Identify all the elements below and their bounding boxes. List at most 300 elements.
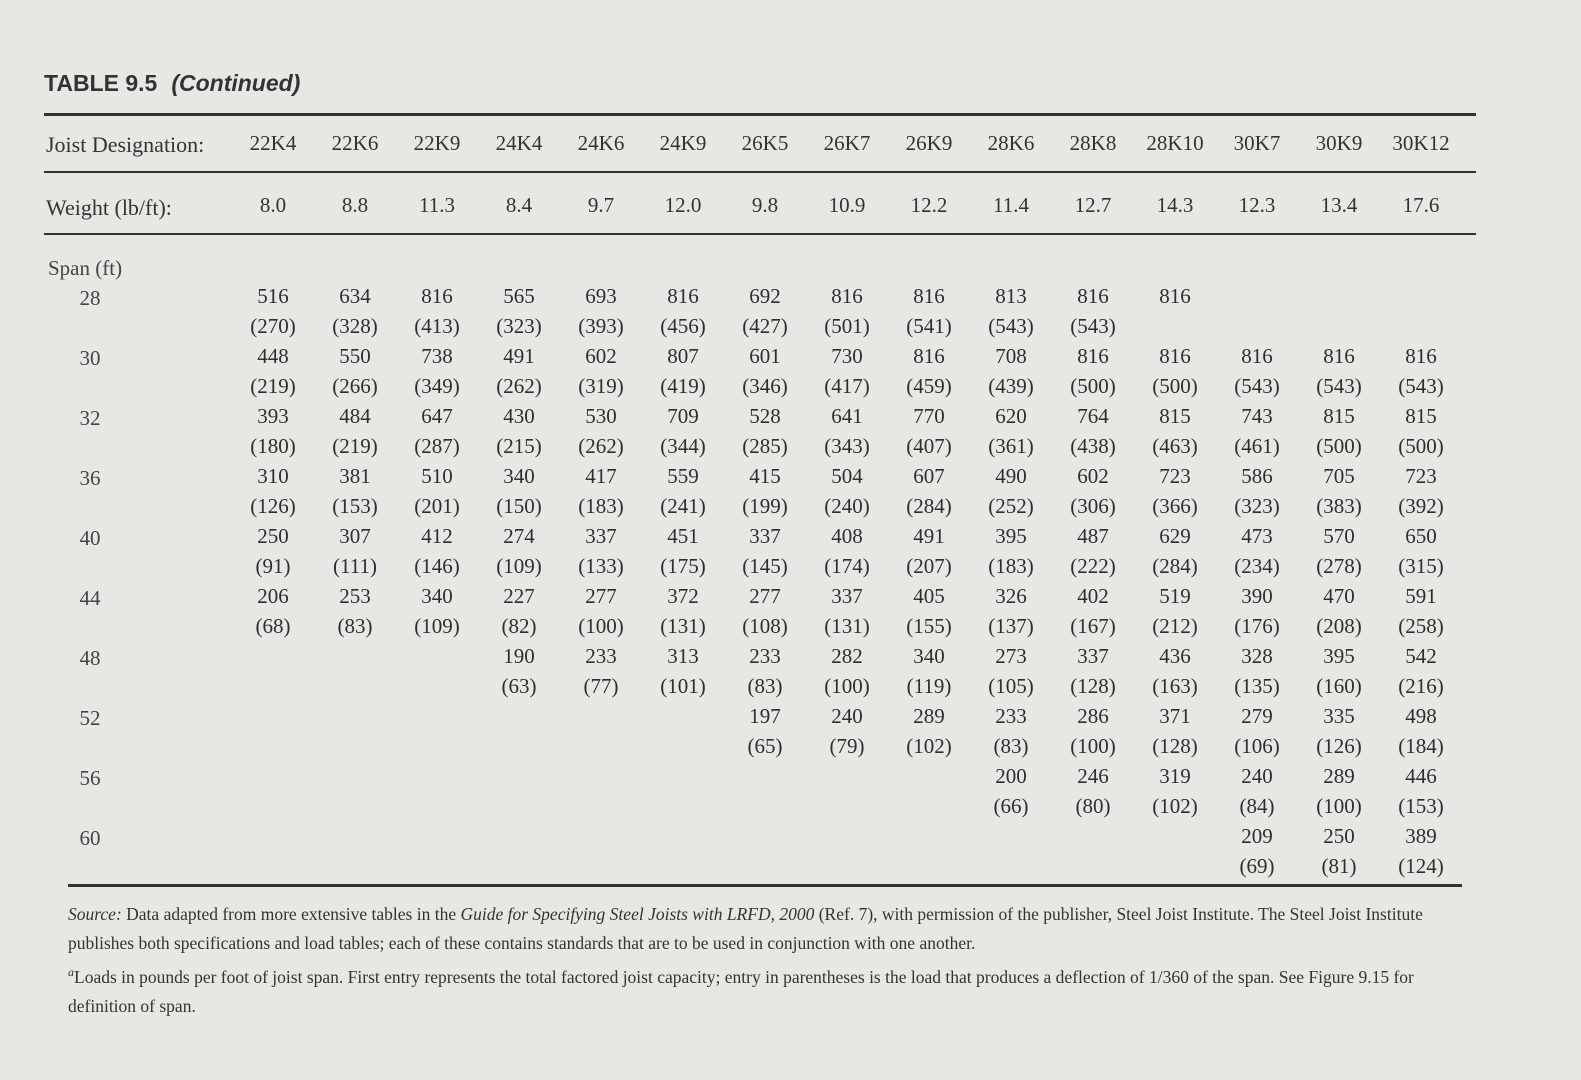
span-value: 44 <box>79 586 101 610</box>
deflection-cell <box>806 854 888 878</box>
source-text-1: Data adapted from more extensive tables in the <box>121 904 461 924</box>
designation-cell: 28K6 <box>987 131 1035 155</box>
capacity-cell: 816 <box>667 284 699 308</box>
capacity-cell <box>888 824 970 848</box>
capacity-cell <box>396 764 478 788</box>
capacity-cell: 307 <box>339 524 371 548</box>
deflection-cell: (208) <box>1316 614 1362 638</box>
designation-cell: 30K9 <box>1315 131 1363 155</box>
capacity-cell <box>560 824 642 848</box>
deflection-cell: (284) <box>906 494 952 518</box>
deflection-cell: (262) <box>496 374 542 398</box>
capacity-cell: 200 <box>995 764 1027 788</box>
deflection-row <box>232 494 1462 518</box>
designation-cell: 24K6 <box>577 131 625 155</box>
capacity-cell: 393 <box>257 404 289 428</box>
deflection-cell: (82) <box>501 614 537 638</box>
capacity-cell: 395 <box>995 524 1027 548</box>
capacity-row <box>232 764 1462 788</box>
deflection-cell: (413) <box>414 314 460 338</box>
capacity-cell: 730 <box>831 344 863 368</box>
capacity-cell: 559 <box>667 464 699 488</box>
deflection-cell <box>806 794 888 818</box>
deflection-cell: (199) <box>742 494 788 518</box>
deflection-cell: (108) <box>742 614 788 638</box>
deflection-row <box>232 734 1462 758</box>
source-note <box>68 900 1468 958</box>
capacity-cell <box>314 644 396 668</box>
weight-rule <box>44 233 1476 235</box>
weight-cell: 8.0 <box>259 193 287 217</box>
capacity-cell: 816 <box>1241 344 1273 368</box>
deflection-cell: (212) <box>1152 614 1198 638</box>
deflection-cell: (315) <box>1398 554 1444 578</box>
deflection-cell: (284) <box>1152 554 1198 578</box>
capacity-cell: 491 <box>503 344 535 368</box>
deflection-cell: (543) <box>988 314 1034 338</box>
capacity-cell <box>396 644 478 668</box>
capacity-cell <box>314 764 396 788</box>
span-value: 32 <box>79 406 101 430</box>
deflection-cell: (219) <box>250 374 296 398</box>
deflection-cell: (344) <box>660 434 706 458</box>
designation-label: Joist Designation: <box>46 132 205 157</box>
deflection-cell: (258) <box>1398 614 1444 638</box>
capacity-cell: 277 <box>749 584 781 608</box>
capacity-cell: 647 <box>421 404 453 428</box>
weight-cell: 11.3 <box>419 193 455 217</box>
capacity-cell: 430 <box>503 404 535 428</box>
capacity-cell <box>724 824 806 848</box>
deflection-cell: (65) <box>747 734 783 758</box>
capacity-cell: 816 <box>1159 344 1191 368</box>
deflection-cell <box>560 794 642 818</box>
designation-cell: 26K5 <box>741 131 789 155</box>
deflection-cell: (346) <box>742 374 788 398</box>
deflection-cell: (241) <box>660 494 706 518</box>
deflection-cell: (419) <box>660 374 706 398</box>
load-note <box>68 958 1468 1021</box>
capacity-row <box>232 344 1462 368</box>
deflection-cell <box>888 794 970 818</box>
capacity-cell: 708 <box>995 344 1027 368</box>
capacity-cell: 250 <box>1323 824 1355 848</box>
capacity-cell: 470 <box>1323 584 1355 608</box>
capacity-cell: 490 <box>995 464 1027 488</box>
weight-cell: 13.4 <box>1320 193 1358 217</box>
capacity-cell: 816 <box>913 344 945 368</box>
capacity-cell: 815 <box>1405 404 1437 428</box>
span-value: 52 <box>79 706 101 730</box>
deflection-cell <box>1134 314 1216 338</box>
deflection-cell: (417) <box>824 374 870 398</box>
capacity-row <box>232 284 1462 308</box>
deflection-cell: (106) <box>1234 734 1280 758</box>
capacity-cell: 233 <box>995 704 1027 728</box>
weight-cell: 9.7 <box>587 193 615 217</box>
deflection-cell: (543) <box>1316 374 1362 398</box>
top-rule <box>44 113 1476 116</box>
capacity-cell: 620 <box>995 404 1027 428</box>
deflection-cell: (240) <box>824 494 870 518</box>
designation-cell: 24K4 <box>495 131 543 155</box>
capacity-cell: 451 <box>667 524 699 548</box>
capacity-row <box>232 404 1462 428</box>
deflection-cell: (222) <box>1070 554 1116 578</box>
deflection-cell: (119) <box>906 674 952 698</box>
deflection-cell: (146) <box>414 554 460 578</box>
deflection-cell <box>314 674 396 698</box>
capacity-cell: 408 <box>831 524 863 548</box>
capacity-cell <box>232 764 314 788</box>
capacity-cell: 286 <box>1077 704 1109 728</box>
designation-cell: 30K12 <box>1392 131 1450 155</box>
capacity-cell: 274 <box>503 524 535 548</box>
deflection-cell: (439) <box>988 374 1034 398</box>
designation-cell: 30K7 <box>1233 131 1281 155</box>
deflection-cell: (361) <box>988 434 1034 458</box>
capacity-cell: 190 <box>503 644 535 668</box>
deflection-cell <box>1298 314 1380 338</box>
deflection-cell: (126) <box>1316 734 1362 758</box>
capacity-cell: 602 <box>585 344 617 368</box>
capacity-cell: 206 <box>257 584 289 608</box>
weight-cell: 12.2 <box>910 193 948 217</box>
capacity-cell: 340 <box>503 464 535 488</box>
capacity-cell: 487 <box>1077 524 1109 548</box>
deflection-cell: (287) <box>414 434 460 458</box>
deflection-cell: (216) <box>1398 674 1444 698</box>
deflection-cell: (234) <box>1234 554 1280 578</box>
deflection-cell: (176) <box>1234 614 1280 638</box>
deflection-cell <box>642 854 724 878</box>
weight-cell: 17.6 <box>1402 193 1440 217</box>
capacity-cell: 816 <box>831 284 863 308</box>
deflection-cell: (155) <box>906 614 952 638</box>
deflection-cell: (215) <box>496 434 542 458</box>
capacity-cell: 381 <box>339 464 371 488</box>
deflection-cell: (100) <box>578 614 624 638</box>
deflection-cell <box>396 734 478 758</box>
weight-cell: 8.8 <box>341 193 369 217</box>
deflection-cell: (278) <box>1316 554 1362 578</box>
deflection-cell: (160) <box>1316 674 1362 698</box>
weight-cell: 12.0 <box>664 193 702 217</box>
deflection-cell: (183) <box>578 494 624 518</box>
designation-cell: 26K9 <box>905 131 953 155</box>
capacity-cell: 372 <box>667 584 699 608</box>
deflection-cell <box>724 854 806 878</box>
deflection-row <box>232 614 1462 638</box>
designation-row <box>232 131 1462 156</box>
designation-cell: 22K9 <box>413 131 461 155</box>
capacity-cell: 335 <box>1323 704 1355 728</box>
deflection-cell: (328) <box>332 314 378 338</box>
capacity-cell: 273 <box>995 644 1027 668</box>
deflection-cell <box>232 854 314 878</box>
deflection-cell: (266) <box>332 374 378 398</box>
capacity-cell <box>478 704 560 728</box>
capacity-cell: 209 <box>1241 824 1273 848</box>
deflection-cell: (349) <box>414 374 460 398</box>
deflection-cell: (135) <box>1234 674 1280 698</box>
deflection-cell: (461) <box>1234 434 1280 458</box>
capacity-cell: 289 <box>1323 764 1355 788</box>
capacity-cell <box>232 824 314 848</box>
deflection-cell: (174) <box>824 554 870 578</box>
capacity-cell: 405 <box>913 584 945 608</box>
deflection-cell <box>642 794 724 818</box>
capacity-cell: 240 <box>831 704 863 728</box>
deflection-cell: (463) <box>1152 434 1198 458</box>
deflection-cell <box>642 734 724 758</box>
capacity-cell: 390 <box>1241 584 1273 608</box>
deflection-cell: (343) <box>824 434 870 458</box>
deflection-cell <box>478 854 560 878</box>
span-value: 30 <box>79 346 101 370</box>
deflection-cell <box>396 854 478 878</box>
deflection-cell: (111) <box>333 554 377 578</box>
capacity-cell: 448 <box>257 344 289 368</box>
deflection-cell: (109) <box>414 614 460 638</box>
capacity-cell: 530 <box>585 404 617 428</box>
capacity-cell: 528 <box>749 404 781 428</box>
capacity-cell: 602 <box>1077 464 1109 488</box>
weight-cell: 9.8 <box>751 193 779 217</box>
deflection-cell: (323) <box>496 314 542 338</box>
deflection-cell: (68) <box>255 614 291 638</box>
deflection-cell: (543) <box>1234 374 1280 398</box>
deflection-cell <box>1216 314 1298 338</box>
capacity-cell <box>1216 284 1298 308</box>
deflection-cell: (392) <box>1398 494 1444 518</box>
capacity-cell <box>232 644 314 668</box>
capacity-cell <box>478 764 560 788</box>
deflection-cell: (126) <box>250 494 296 518</box>
deflection-cell: (153) <box>332 494 378 518</box>
deflection-cell: (100) <box>1070 734 1116 758</box>
capacity-cell: 693 <box>585 284 617 308</box>
capacity-cell: 340 <box>913 644 945 668</box>
capacity-cell: 233 <box>585 644 617 668</box>
capacity-cell <box>396 704 478 728</box>
capacity-cell <box>970 824 1052 848</box>
deflection-cell <box>314 854 396 878</box>
deflection-cell: (306) <box>1070 494 1116 518</box>
capacity-cell: 240 <box>1241 764 1273 788</box>
deflection-cell: (543) <box>1070 314 1116 338</box>
capacity-cell: 542 <box>1405 644 1437 668</box>
span-value: 40 <box>79 526 101 550</box>
capacity-cell <box>642 824 724 848</box>
deflection-cell: (128) <box>1152 734 1198 758</box>
deflection-cell: (109) <box>496 554 542 578</box>
capacity-cell: 816 <box>421 284 453 308</box>
deflection-cell: (63) <box>501 674 537 698</box>
capacity-cell: 326 <box>995 584 1027 608</box>
capacity-cell: 586 <box>1241 464 1273 488</box>
deflection-cell: (219) <box>332 434 378 458</box>
capacity-cell: 415 <box>749 464 781 488</box>
source-label: Source: <box>68 904 122 924</box>
capacity-cell: 815 <box>1323 404 1355 428</box>
table-continued: (Continued) <box>171 70 301 96</box>
bottom-rule <box>68 884 1462 887</box>
deflection-row <box>232 554 1462 578</box>
capacity-cell: 328 <box>1241 644 1273 668</box>
capacity-cell: 340 <box>421 584 453 608</box>
source-title: Guide for Specifying Steel Joists with LRFD, 2000 <box>460 904 815 924</box>
span-value: 48 <box>79 646 101 670</box>
capacity-cell: 277 <box>585 584 617 608</box>
capacity-cell: 233 <box>749 644 781 668</box>
deflection-cell: (131) <box>824 614 870 638</box>
note-text: Loads in pounds per foot of joist span. First entry represents the total factored joist capacity; entry in parentheses is the load that produces a deflection of 1/360 of the span. See Figure 9.15 for definition of span. <box>68 966 1414 1016</box>
deflection-cell: (270) <box>250 314 296 338</box>
weight-label: Weight (lb/ft): <box>46 195 172 220</box>
deflection-cell <box>1134 854 1216 878</box>
deflection-cell <box>232 734 314 758</box>
capacity-cell <box>642 704 724 728</box>
deflection-cell <box>232 794 314 818</box>
capacity-cell <box>560 704 642 728</box>
deflection-cell: (81) <box>1321 854 1357 878</box>
designation-cell: 22K4 <box>249 131 297 155</box>
deflection-cell: (201) <box>414 494 460 518</box>
deflection-cell: (137) <box>988 614 1034 638</box>
deflection-cell: (101) <box>660 674 706 698</box>
capacity-cell <box>1380 284 1462 308</box>
capacity-cell: 246 <box>1077 764 1109 788</box>
note-marker: a <box>68 965 74 979</box>
deflection-cell: (83) <box>747 674 783 698</box>
deflection-cell: (100) <box>824 674 870 698</box>
capacity-cell: 816 <box>913 284 945 308</box>
designation-cell: 26K7 <box>823 131 871 155</box>
designation-cell: 24K9 <box>659 131 707 155</box>
capacity-cell: 565 <box>503 284 535 308</box>
weight-cell: 12.3 <box>1238 193 1276 217</box>
capacity-cell: 412 <box>421 524 453 548</box>
deflection-row <box>232 794 1462 818</box>
capacity-cell: 337 <box>585 524 617 548</box>
deflection-cell: (83) <box>993 734 1029 758</box>
capacity-cell <box>314 824 396 848</box>
capacity-cell <box>724 764 806 788</box>
deflection-cell: (183) <box>988 554 1034 578</box>
capacity-cell: 591 <box>1405 584 1437 608</box>
capacity-cell: 310 <box>257 464 289 488</box>
capacity-cell: 491 <box>913 524 945 548</box>
deflection-cell: (438) <box>1070 434 1116 458</box>
capacity-cell <box>396 824 478 848</box>
capacity-cell: 738 <box>421 344 453 368</box>
deflection-row <box>232 374 1462 398</box>
capacity-row <box>232 704 1462 728</box>
deflection-cell: (323) <box>1234 494 1280 518</box>
capacity-cell: 402 <box>1077 584 1109 608</box>
deflection-cell <box>232 674 314 698</box>
capacity-cell <box>1134 824 1216 848</box>
table-label: TABLE 9.5 <box>44 70 158 96</box>
capacity-cell: 279 <box>1241 704 1273 728</box>
capacity-cell: 473 <box>1241 524 1273 548</box>
deflection-cell <box>314 734 396 758</box>
deflection-cell: (69) <box>1239 854 1275 878</box>
capacity-cell <box>560 764 642 788</box>
deflection-row <box>232 854 1462 878</box>
span-value: 56 <box>79 766 101 790</box>
weight-cell: 12.7 <box>1074 193 1112 217</box>
deflection-cell: (175) <box>660 554 706 578</box>
deflection-cell: (153) <box>1398 794 1444 818</box>
deflection-cell <box>478 734 560 758</box>
deflection-cell: (252) <box>988 494 1034 518</box>
designation-cell: 28K8 <box>1069 131 1117 155</box>
deflection-cell: (319) <box>578 374 624 398</box>
deflection-cell: (66) <box>993 794 1029 818</box>
capacity-cell: 601 <box>749 344 781 368</box>
capacity-cell: 705 <box>1323 464 1355 488</box>
deflection-cell: (131) <box>660 614 706 638</box>
capacity-cell: 337 <box>831 584 863 608</box>
span-value: 60 <box>79 826 101 850</box>
table-title <box>44 70 300 97</box>
weight-cell: 8.4 <box>505 193 533 217</box>
capacity-cell: 510 <box>421 464 453 488</box>
capacity-cell: 629 <box>1159 524 1191 548</box>
span-label: Span (ft) <box>48 256 123 280</box>
deflection-cell: (77) <box>583 674 619 698</box>
capacity-cell: 764 <box>1077 404 1109 428</box>
capacity-cell <box>1052 824 1134 848</box>
deflection-cell: (500) <box>1398 434 1444 458</box>
capacity-cell: 743 <box>1241 404 1273 428</box>
capacity-cell: 519 <box>1159 584 1191 608</box>
capacity-cell: 815 <box>1159 404 1191 428</box>
capacity-cell <box>888 764 970 788</box>
deflection-cell <box>314 794 396 818</box>
deflection-cell: (207) <box>906 554 952 578</box>
deflection-cell: (393) <box>578 314 624 338</box>
deflection-cell: (541) <box>906 314 952 338</box>
capacity-cell: 289 <box>913 704 945 728</box>
capacity-cell: 389 <box>1405 824 1437 848</box>
capacity-cell <box>478 824 560 848</box>
capacity-cell: 607 <box>913 464 945 488</box>
capacity-cell <box>1298 284 1380 308</box>
capacity-cell: 446 <box>1405 764 1437 788</box>
capacity-cell: 816 <box>1077 284 1109 308</box>
capacity-cell: 371 <box>1159 704 1191 728</box>
deflection-cell: (167) <box>1070 614 1116 638</box>
deflection-cell: (427) <box>742 314 788 338</box>
capacity-cell: 337 <box>1077 644 1109 668</box>
deflection-cell <box>1380 314 1462 338</box>
deflection-cell: (145) <box>742 554 788 578</box>
deflection-cell <box>888 854 970 878</box>
deflection-cell <box>396 794 478 818</box>
deflection-cell: (83) <box>337 614 373 638</box>
capacity-cell: 436 <box>1159 644 1191 668</box>
capacity-cell: 813 <box>995 284 1027 308</box>
capacity-cell: 250 <box>257 524 289 548</box>
deflection-cell: (102) <box>906 734 952 758</box>
deflection-cell: (407) <box>906 434 952 458</box>
capacity-cell: 709 <box>667 404 699 428</box>
capacity-cell: 692 <box>749 284 781 308</box>
deflection-cell: (501) <box>824 314 870 338</box>
